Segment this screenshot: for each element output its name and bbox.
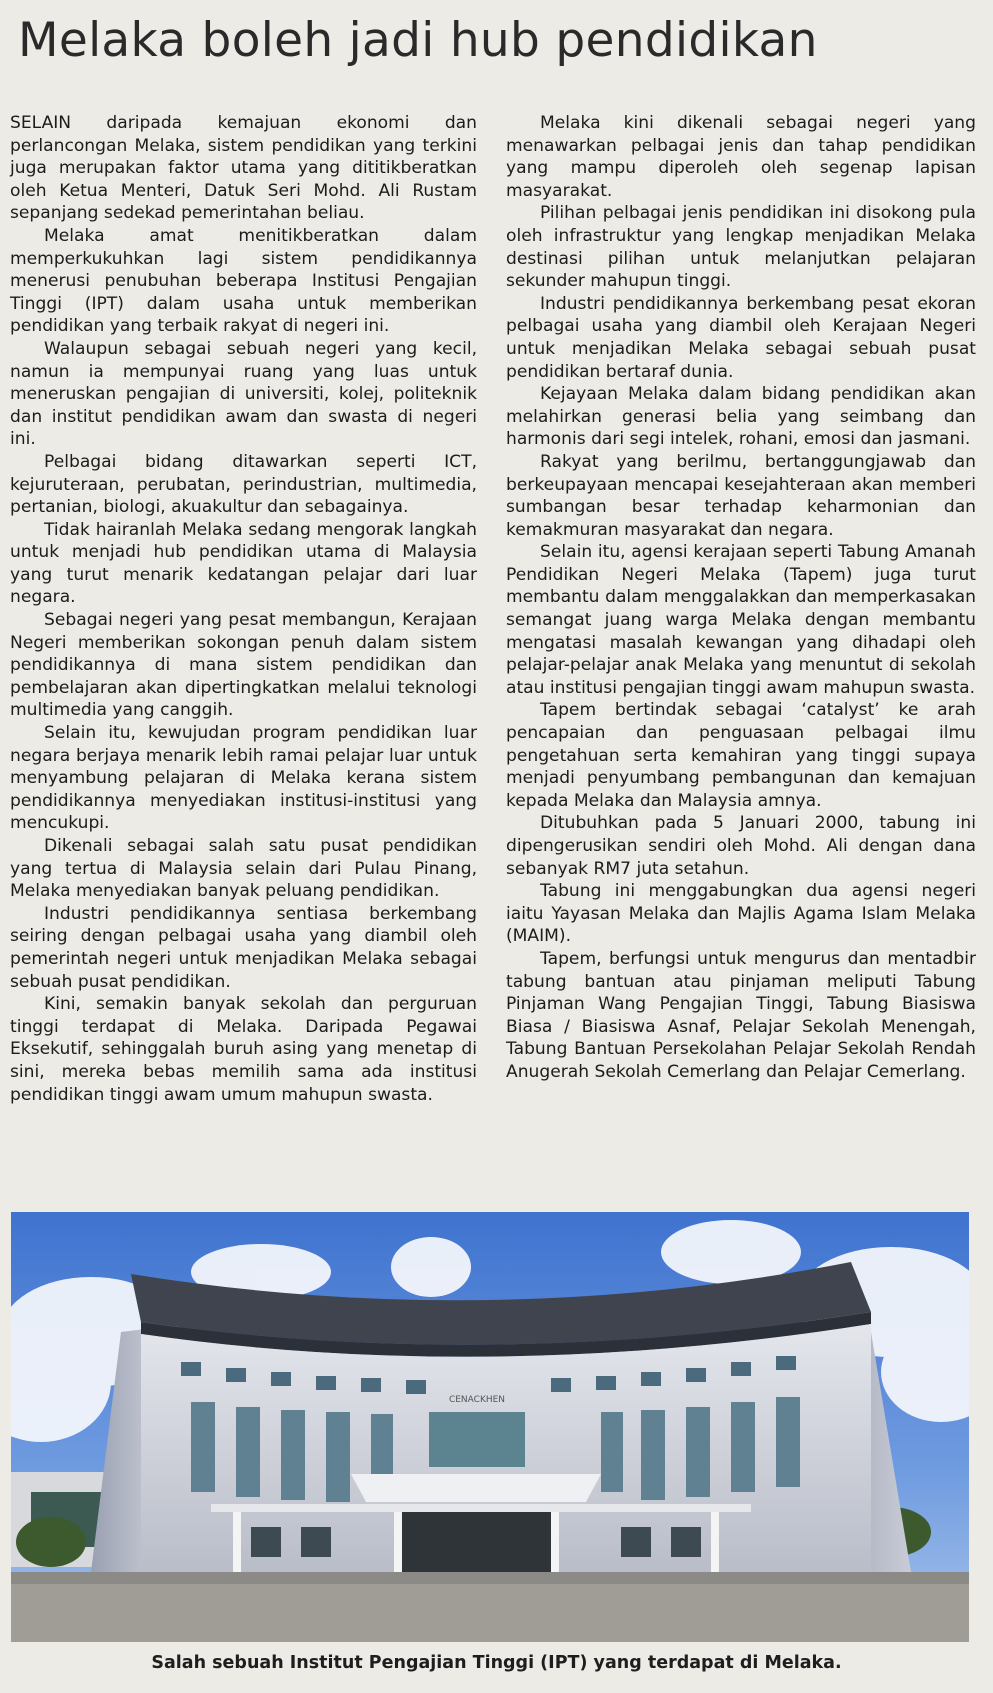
article-headline: Melaka boleh jadi hub pendidikan [18, 13, 818, 68]
paragraph: Tidak hairanlah Melaka sedang mengorak langkah untuk menjadi hub pendidikan utama di Malaysia yang turut menarik kedatangan pelajar dari luar negara. [10, 519, 477, 608]
paragraph: Ditubuhkan pada 5 Januari 2000, tabung ini dipengerusikan sendiri oleh Mohd. Ali dengan dana sebanyak RM7 juta setahun. [506, 813, 976, 879]
paragraph: Selain itu, kewujudan program pendidikan luar negara berjaya menarik lebih ramai pelajar luar untuk menyambung pelajaran di Melaka kerana sistem pendidikannya menyediakan institusi-institusi yang mencukupi. [10, 723, 477, 834]
paragraph: Pelbagai bidang ditawarkan seperti ICT, kejuruteraan, perubatan, perindustrian, multimedia, pertanian, biologi, akuakultur dan sebagainya. [10, 451, 477, 518]
paragraph: SELAIN daripada kemajuan ekonomi dan perlancongan Melaka, sistem pendidikan yang terkini juga merupakan faktor utama yang dititikberatkan oleh Ketua Menteri, Datuk Seri Mohd. Ali Rustam sepanjang sedekad pemerintahan beliau. [10, 113, 477, 224]
paragraph: Pilihan pelbagai jenis pendidikan ini disokong pula oleh infrastruktur yang lengkap menjadikan Melaka destinasi pilihan untuk melanjutkan pelajaran sekunder mahupun tinggi. [506, 203, 976, 292]
paragraph: Kejayaan Melaka dalam bidang pendidikan akan melahirkan generasi belia yang seimbang dan harmonis dari segi intelek, rohani, emosi dan jasmani. [506, 384, 976, 450]
paragraph: Dikenali sebagai salah satu pusat pendidikan yang tertua di Malaysia selain dari Pulau Pinang, Melaka menyediakan banyak peluang pendidikan. [10, 836, 477, 902]
paragraph: Industri pendidikannya sentiasa berkembang seiring dengan pelbagai usaha yang diambil oleh pemerintah negeri untuk menjadikan Melaka sebagai sebuah pusat pendidikan. [10, 903, 477, 992]
paragraph: Melaka kini dikenali sebagai negeri yang menawarkan pelbagai jenis dan tahap pendidikan yang mampu diperoleh oleh segenap lapisan masyarakat. [506, 113, 976, 201]
paragraph: Melaka amat menitikberatkan dalam memperkukuhkan lagi sistem pendidikannya menerusi penubuhan beberapa Institusi Pengajian Tinggi (IPT) dalam usaha untuk memberikan pendidikan yang terbaik rakyat di negeri ini. [10, 225, 477, 337]
paragraph: Tabung ini menggabungkan dua agensi negeri iaitu Yayasan Melaka dan Majlis Agama Islam Melaka (MAIM). [506, 881, 976, 947]
article-column-left [10, 112, 477, 1106]
paragraph: Rakyat yang berilmu, bertanggungjawab dan berkeupayaan mencapai kesejahteraan akan memberi sumbangan besar terhadap keharmonian dan kemakmuran masyarakat dan negara. [506, 451, 976, 540]
paragraph: Walaupun sebagai sebuah negeri yang kecil, namun ia mempunyai ruang yang luas untuk meneruskan pengajian di universiti, kolej, politeknik dan institut pendidikan awam dan swasta di negeri ini. [10, 338, 477, 450]
paragraph: Kini, semakin banyak sekolah dan perguruan tinggi terdapat di Melaka. Daripada Pegawai Eksekutif, sehinggalah buruh asing yang menetap di sini, mereka bebas memilih sama ada institusi pendidikan tinggi awam umum mahupun swasta. [10, 994, 477, 1105]
article-column-right [506, 112, 976, 1084]
paragraph: Tapem, berfungsi untuk mengurus dan mentadbir tabung bantuan atau pinjaman meliputi Tabung Pinjaman Wang Pengajian Tinggi, Tabung Biasiswa Biasa / Biasiswa Asnaf, Pelajar Sekolah Menengah, Tabung Bantuan Persekolahan Pelajar Sekolah Rendah Anugerah Sekolah Cemerlang dan Pelajar Cemerlang. [506, 948, 976, 1082]
photo-caption: Salah sebuah Institut Pengajian Tinggi (IPT) yang terdapat di Melaka. [151, 1653, 842, 1673]
paragraph: Selain itu, agensi kerajaan seperti Tabung Amanah Pendidikan Negeri Melaka (Tapem) juga turut membantu dalam menggalakkan dan memperkasakan semangat juang warga Melaka dengan membantu mengatasi masalah kewangan yang dihadapi oleh pelajar-pelajar anak Melaka yang menuntut di sekolah atau institusi pengajian tinggi awam mahupun swasta. [506, 542, 976, 698]
paragraph: Tapem bertindak sebagai ‘catalyst’ ke arah pencapaian dan penguasaan pelbagai ilmu pengetahuan serta kemahiran yang tinggi supaya menjadi penyumbang pembangunan dan kemajuan kepada Melaka dan Malaysia amnya. [506, 700, 976, 811]
building-photo [11, 1212, 969, 1642]
building-sign: CENACKHEN [448, 1395, 506, 1405]
paragraph: Industri pendidikannya berkembang pesat ekoran pelbagai usaha yang diambil oleh Kerajaan Negeri untuk menjadikan Melaka sebagai sebuah pusat pendidikan bertaraf dunia. [506, 293, 976, 382]
paragraph: Sebagai negeri yang pesat membangun, Kerajaan Negeri memberikan sokongan penuh dalam sistem pendidikannya di mana sistem pendidikan dan pembelajaran akan dipertingkatkan melalui teknologi multimedia yang canggih. [10, 610, 477, 721]
